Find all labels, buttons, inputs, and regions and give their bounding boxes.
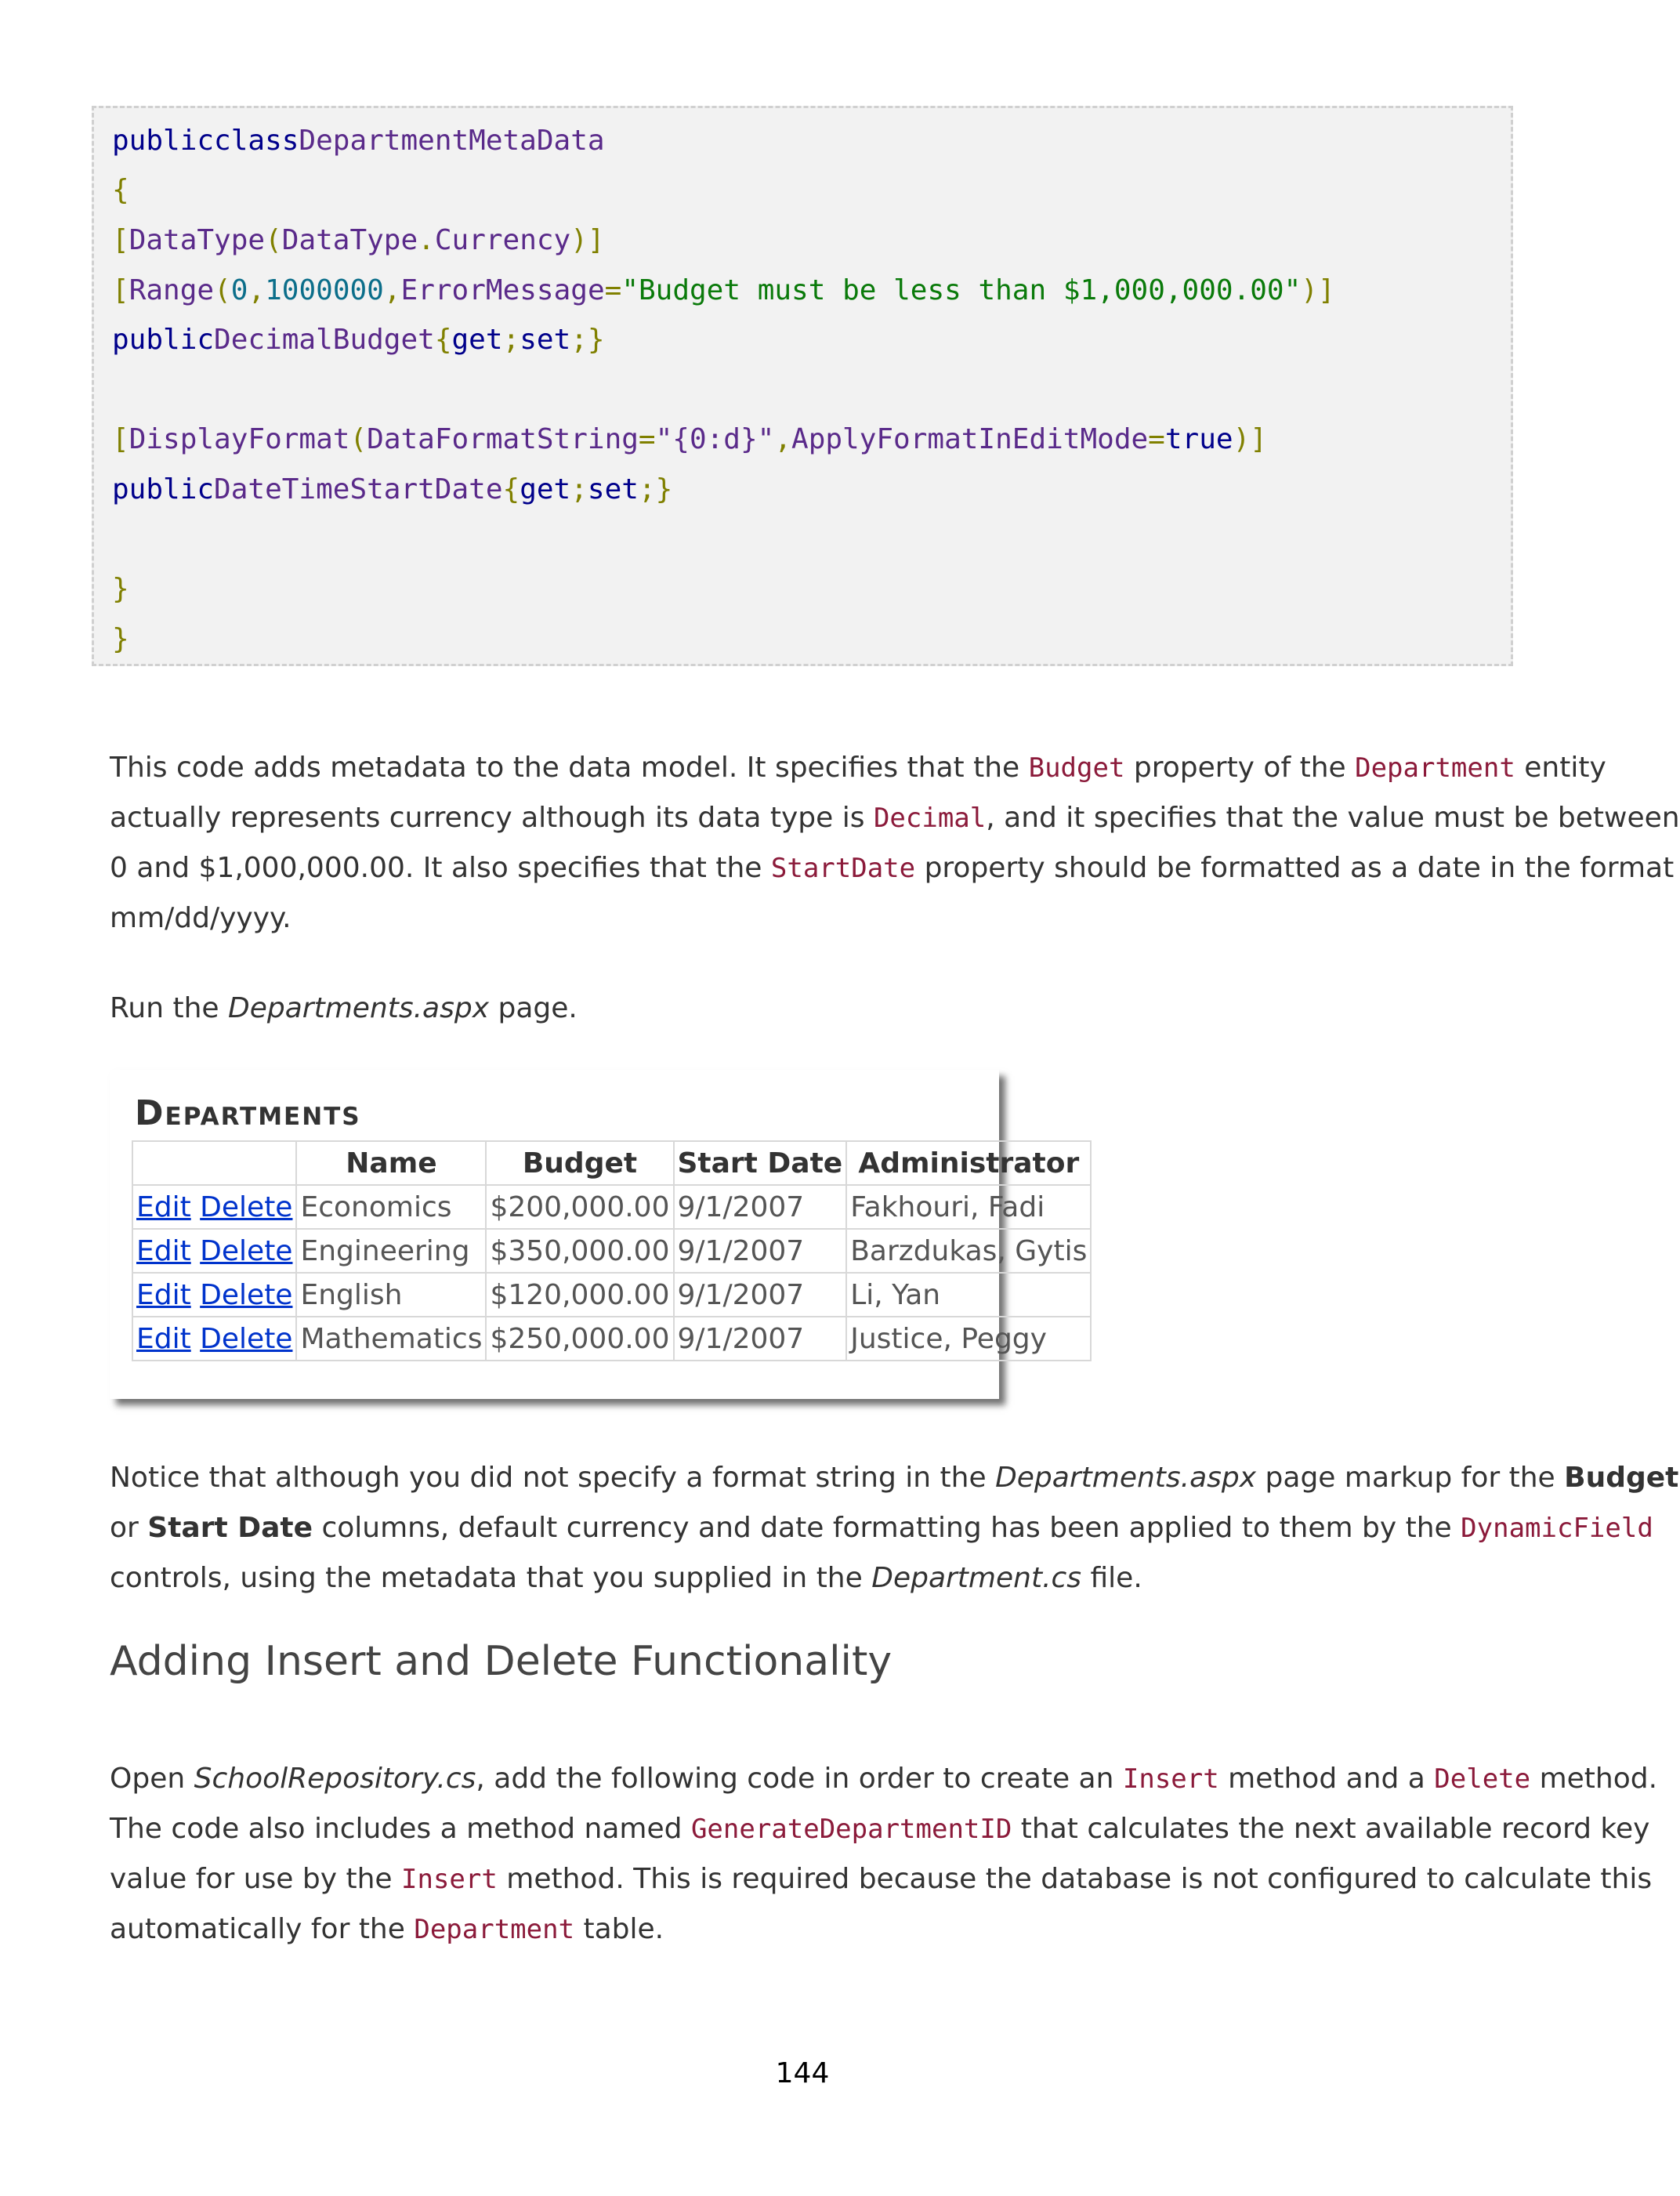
code-line: [DataType(DataType.Currency)]: [112, 224, 605, 256]
code-line: }: [112, 623, 129, 655]
code-line: }: [112, 573, 129, 605]
cell-start-date: 9/1/2007: [674, 1317, 847, 1361]
cell-budget: $350,000.00: [486, 1229, 673, 1273]
table-row: [132, 1229, 1091, 1273]
code-line: publicDecimalBudget{get;set;}: [112, 324, 605, 356]
column-header-name: Name: [296, 1141, 486, 1185]
cell-budget: $250,000.00: [486, 1317, 673, 1361]
column-header-administrator: Administrator: [846, 1141, 1091, 1185]
code-line: [Range(0,1000000,ErrorMessage="Budget must be less than $1,000,000.00")]: [112, 274, 1335, 306]
code-line: publicDateTimeStartDate{get;set;}: [112, 473, 673, 506]
table-row: [132, 1185, 1091, 1229]
cell-administrator: Fakhouri, Fadi: [846, 1185, 1091, 1229]
cell-budget: $200,000.00: [486, 1185, 673, 1229]
cell-start-date: 9/1/2007: [674, 1185, 847, 1229]
code-line: [DisplayFormat(DataFormatString="{0:d}",ApplyFormatInEditMode=true)]: [112, 423, 1267, 455]
delete-link[interactable]: Delete: [200, 1322, 293, 1355]
column-header: [132, 1141, 296, 1185]
edit-link[interactable]: Edit: [136, 1322, 191, 1355]
column-header-start-date: Start Date: [674, 1141, 847, 1185]
code-block: [92, 106, 1513, 666]
code-line: publicclassDepartmentMetaData: [112, 125, 605, 157]
edit-link[interactable]: Edit: [136, 1278, 191, 1311]
cell-administrator: Justice, Peggy: [846, 1317, 1091, 1361]
paragraph-run-page: Run the Departments.aspx page.: [110, 992, 578, 1024]
cell-start-date: 9/1/2007: [674, 1273, 847, 1317]
cell-administrator: Li, Yan: [846, 1273, 1091, 1317]
screenshot-title: Departments: [135, 1093, 361, 1133]
delete-link[interactable]: Delete: [200, 1190, 293, 1223]
delete-link[interactable]: Delete: [200, 1278, 293, 1311]
cell-budget: $120,000.00: [486, 1273, 673, 1317]
cell-administrator: Barzdukas, Gytis: [846, 1229, 1091, 1273]
table-header-row: [132, 1141, 1091, 1185]
page-number: 144: [775, 2057, 830, 2089]
column-header-budget: Budget: [486, 1141, 673, 1185]
edit-link[interactable]: Edit: [136, 1190, 191, 1223]
departments-table: [132, 1140, 1092, 1361]
cell-name: Mathematics: [296, 1317, 486, 1361]
departments-screenshot: [110, 1070, 1088, 1399]
paragraph-metadata-description: This code adds metadata to the data model. It specifies that the Budget property of the Department entity actually represents currency although its data type is Decimal, and it specifies that the value must be between 0 and $1,000,000.00. It also specifies that the StartDate property should be formatted as a date in the format mm/dd/yyyy.: [110, 752, 1680, 934]
table-row: [132, 1317, 1091, 1361]
paragraph-insert-delete: Open SchoolRepository.cs, add the following code in order to create an Insert method and a Delete method. The code also includes a method named GenerateDepartmentID that calculates the next available record key value for use by the Insert method. This is required because the database is not configured to calculate this automatically for the Department table.: [110, 1763, 1658, 1945]
cell-name: Economics: [296, 1185, 486, 1229]
cell-start-date: 9/1/2007: [674, 1229, 847, 1273]
cell-name: Engineering: [296, 1229, 486, 1273]
table-row: [132, 1273, 1091, 1317]
edit-link[interactable]: Edit: [136, 1234, 191, 1267]
code-line: {: [112, 174, 129, 206]
section-heading: Adding Insert and Delete Functionality: [110, 1638, 892, 1685]
paragraph-formatting-note: Notice that although you did not specify a format string in the Departments.aspx page markup for the Budget or Start Date columns, default currency and date formatting has been applied to them by the DynamicField controls, using the metadata that you supplied in the Department.cs file.: [110, 1462, 1679, 1594]
cell-name: English: [296, 1273, 486, 1317]
delete-link[interactable]: Delete: [200, 1234, 293, 1267]
